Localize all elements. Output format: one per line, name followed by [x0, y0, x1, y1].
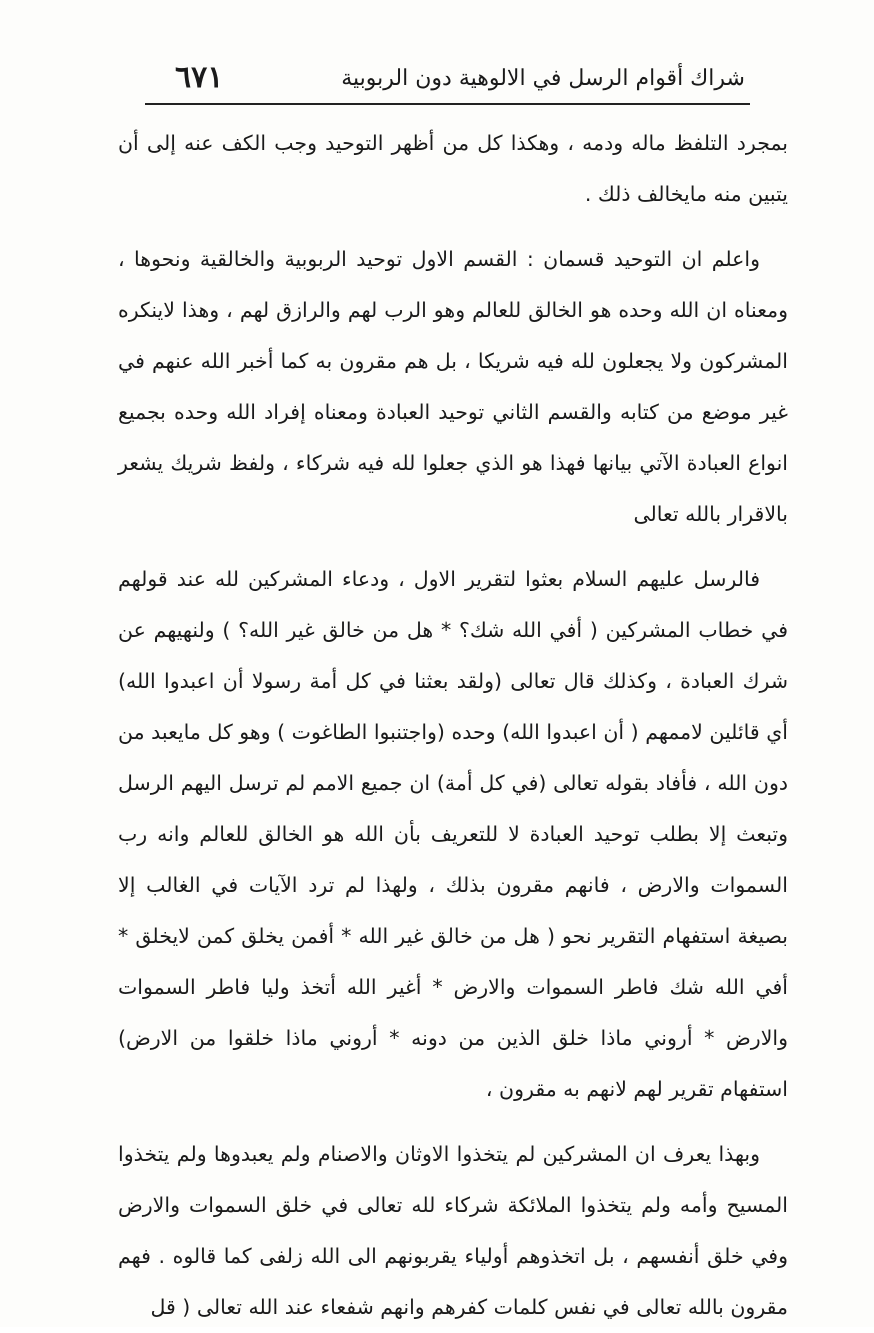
paragraph: وبهذا يعرف ان المشركين لم يتخذوا الاوثان والاصنام ولم يعبدوها ولم يتخذوا المسيح وأمه ولم يتخذوا الملائكة شركاء لله تعالى في خلق السموات والارض وفي خلق أنفسهم ، بل اتخذوهم أولياء يقربونهم الى الله زلفى كما قالوه . فهم مقرون بالله تعالى في نفس كلمات كفرهم وانهم شفعاء عند الله تعالى ( قل [118, 1142, 788, 1319]
paragraph: فالرسل عليهم السلام بعثوا لتقرير الاول ، ودعاء المشركين لله عند قولهم في خطاب المشركين ( أفي الله شك؟ * هل من خالق غير الله؟ ) ولنهيهم عن شرك العبادة ، وكذلك قال تعالى (ولقد بعثنا في كل أمة رسولا أن اعبدوا الله) أي قائلين لاممهم ( أن اعبدوا الله) وحده (واجتنبوا الطاغوت ) وهو كل مايعبد من دون الله ، فأفاد بقوله تعالى (في كل أمة) ان جميع الامم لم ترسل اليهم الرسل وتبعث إلا بطلب توحيد العبادة لا للتعريف بأن الله هو الخالق للعالم وانه رب السموات والارض ، فانهم مقرون بذلك ، ولهذا لم ترد الآيات في الغالب إلا بصيغة استفهام التقرير نحو ( هل من خالق غير الله * أفمن يخلق كمن لايخلق * أفي الله شك فاطر السموات والارض * أغير الله أتخذ وليا فاطر السموات والارض * أروني ماذا خلق الذين من دونه * أروني ماذا خلقوا من الارض) استفهام تقرير لهم لانهم به مقرون ، [118, 567, 788, 1101]
paragraph: واعلم ان التوحيد قسمان : القسم الاول توحيد الربوبية والخالقية ونحوها ، ومعناه ان الله وحده هو الخالق للعالم وهو الرب لهم والرازق لهم ، وهذا لاينكره المشركون ولا يجعلون لله فيه شريكا ، بل هم مقرون به كما أخبر الله عنهم في غير موضع من كتابه والقسم الثاني توحيد العبادة ومعناه إفراد الله وحده بجميع انواع العبادة الآتي بيانها فهذا هو الذي جعلوا لله فيه شركاء ، ولفظ شريك يشعر بالاقرار بالله تعالى [118, 247, 788, 526]
page-header [145, 60, 745, 102]
body-text [118, 118, 788, 1333]
header-rule [145, 103, 750, 105]
page-number: ٦٧١ [175, 60, 224, 95]
paragraph: بمجرد التلفظ ماله ودمه ، وهكذا كل من أظهر التوحيد وجب الكف عنه إلى أن يتبين منه مايخالف ذلك . [118, 131, 788, 206]
running-title: شراك أقوام الرسل في الالوهية دون الربوبية [341, 66, 745, 91]
